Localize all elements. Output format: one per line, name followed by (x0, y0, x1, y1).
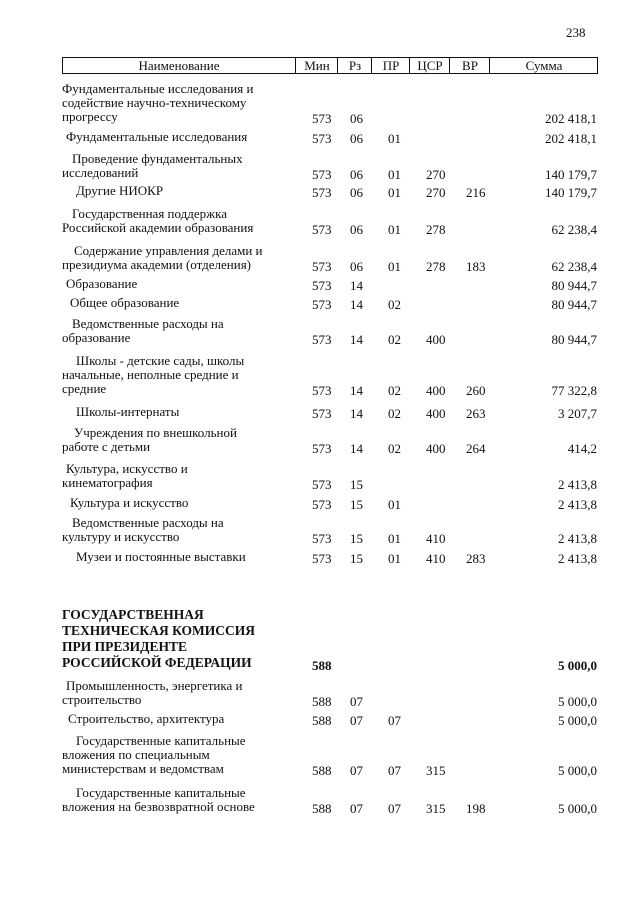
row-name (62, 405, 292, 419)
row-name-line: РОССИЙСКОЙ ФЕДЕРАЦИИ (62, 655, 252, 670)
cell-min: 573 (312, 531, 332, 546)
table-row (0, 607, 640, 673)
cell-sum: 2 413,8 (558, 551, 597, 566)
cell-vr: 198 (466, 801, 486, 816)
cell-min: 573 (312, 111, 332, 126)
cell-sum: 77 322,8 (551, 383, 597, 398)
table-row (0, 679, 640, 709)
row-name (62, 317, 292, 345)
table-row (0, 734, 640, 778)
row-name (62, 496, 292, 510)
page-number: 238 (566, 25, 586, 40)
table-row (0, 296, 640, 312)
row-name (62, 244, 292, 272)
row-name-line: министерствам и ведомствам (62, 761, 224, 776)
row-name-line: образование (62, 330, 131, 345)
cell-min: 588 (312, 658, 332, 673)
cell-rz: 07 (350, 713, 363, 728)
cell-csr: 400 (426, 332, 446, 347)
row-name-line: Общее образование (70, 295, 180, 310)
cell-rz: 07 (350, 694, 363, 709)
table-row (0, 550, 640, 566)
table-row (0, 317, 640, 347)
cell-min: 573 (312, 131, 332, 146)
cell-min: 573 (312, 167, 332, 182)
cell-rz: 14 (350, 441, 363, 456)
header-min: Мин (295, 58, 338, 73)
row-name (62, 426, 292, 454)
cell-csr: 410 (426, 551, 446, 566)
cell-sum: 5 000,0 (558, 658, 597, 673)
row-name-line: исследований (62, 165, 139, 180)
cell-vr: 216 (466, 185, 486, 200)
table-row (0, 277, 640, 293)
cell-min: 573 (312, 297, 332, 312)
cell-vr: 264 (466, 441, 486, 456)
cell-pr: 02 (388, 297, 401, 312)
table-row (0, 516, 640, 546)
cell-vr: 260 (466, 383, 486, 398)
cell-pr: 02 (388, 332, 401, 347)
cell-csr: 270 (426, 185, 446, 200)
row-name-line: начальные, неполные средние и (62, 367, 239, 382)
cell-sum: 140 179,7 (545, 167, 597, 182)
row-name-line: Фундаментальные исследования и (62, 81, 254, 96)
row-name (62, 130, 292, 144)
row-name (62, 712, 292, 726)
row-name-line: ГОСУДАРСТВЕННАЯ (62, 607, 204, 622)
cell-rz: 06 (350, 259, 363, 274)
cell-sum: 62 238,4 (551, 259, 597, 274)
header-sum: Сумма (489, 58, 598, 73)
cell-min: 588 (312, 713, 332, 728)
cell-sum: 2 413,8 (558, 531, 597, 546)
row-name-line: Ведомственные расходы на (72, 316, 224, 331)
cell-csr: 278 (426, 259, 446, 274)
row-name (62, 184, 292, 198)
row-name (62, 462, 292, 490)
row-name-line: культуру и искусство (62, 529, 180, 544)
cell-sum: 414,2 (567, 441, 597, 456)
cell-sum: 3 207,7 (558, 406, 597, 421)
table-header (62, 57, 598, 74)
row-name-line: Содержание управления делами и (74, 243, 263, 258)
header-rz: Рз (337, 58, 372, 73)
cell-sum: 5 000,0 (558, 713, 597, 728)
cell-csr: 315 (426, 801, 446, 816)
row-name-line: работе с детьми (62, 439, 151, 454)
cell-vr: 183 (466, 259, 486, 274)
row-name (62, 550, 292, 564)
header-csr: ЦСР (409, 58, 450, 73)
cell-sum: 62 238,4 (551, 222, 597, 237)
row-name-line: Музеи и постоянные выставки (76, 549, 246, 564)
cell-pr: 07 (388, 801, 401, 816)
row-name-line: Строительство, архитектура (68, 711, 225, 726)
cell-rz: 14 (350, 406, 363, 421)
row-name-line: Фундаментальные исследования (66, 129, 248, 144)
row-name-line: Промышленность, энергетика и (66, 678, 243, 693)
cell-min: 588 (312, 801, 332, 816)
row-name-line: Российской академии образования (62, 220, 254, 235)
cell-rz: 06 (350, 185, 363, 200)
cell-pr: 01 (388, 259, 401, 274)
cell-pr: 01 (388, 222, 401, 237)
cell-sum: 5 000,0 (558, 763, 597, 778)
cell-min: 573 (312, 332, 332, 347)
row-name-line: ТЕХНИЧЕСКАЯ КОМИССИЯ (62, 623, 256, 638)
cell-pr: 01 (388, 131, 401, 146)
table-row (0, 82, 640, 126)
cell-pr: 02 (388, 406, 401, 421)
cell-pr: 02 (388, 441, 401, 456)
cell-sum: 5 000,0 (558, 801, 597, 816)
row-name-line: ПРИ ПРЕЗИДЕНТЕ (62, 639, 187, 654)
cell-pr: 02 (388, 383, 401, 398)
cell-pr: 01 (388, 551, 401, 566)
row-name (62, 354, 292, 396)
cell-csr: 278 (426, 222, 446, 237)
cell-rz: 14 (350, 332, 363, 347)
cell-min: 573 (312, 259, 332, 274)
cell-min: 573 (312, 383, 332, 398)
cell-min: 573 (312, 406, 332, 421)
row-name-line: Школы-интернаты (76, 404, 180, 419)
table-row (0, 244, 640, 274)
row-name (62, 277, 292, 291)
cell-pr: 07 (388, 763, 401, 778)
cell-csr: 270 (426, 167, 446, 182)
cell-csr: 315 (426, 763, 446, 778)
cell-sum: 5 000,0 (558, 694, 597, 709)
cell-min: 573 (312, 477, 332, 492)
row-name-line: Учреждения по внешкольной (74, 425, 237, 440)
cell-csr: 400 (426, 406, 446, 421)
cell-pr: 01 (388, 185, 401, 200)
cell-min: 588 (312, 763, 332, 778)
cell-sum: 202 418,1 (545, 111, 597, 126)
cell-rz: 15 (350, 531, 363, 546)
cell-csr: 400 (426, 383, 446, 398)
table-row (0, 354, 640, 398)
row-name-line: кинематография (62, 475, 153, 490)
row-name-line: Государственные капитальные (76, 785, 246, 800)
row-name-line: Другие НИОКР (76, 183, 164, 198)
cell-rz: 06 (350, 131, 363, 146)
cell-rz: 07 (350, 763, 363, 778)
cell-min: 588 (312, 694, 332, 709)
cell-min: 573 (312, 278, 332, 293)
cell-pr: 07 (388, 713, 401, 728)
row-name-line: вложения на безвозвратной основе (62, 799, 255, 814)
cell-csr: 410 (426, 531, 446, 546)
table-row (0, 405, 640, 421)
cell-vr: 283 (466, 551, 486, 566)
table-row (0, 130, 640, 146)
row-name (62, 734, 292, 776)
cell-rz: 15 (350, 497, 363, 512)
cell-sum: 140 179,7 (545, 185, 597, 200)
row-name-line: Культура и искусство (70, 495, 189, 510)
cell-rz: 06 (350, 222, 363, 237)
cell-csr: 400 (426, 441, 446, 456)
cell-min: 573 (312, 222, 332, 237)
table-row (0, 207, 640, 237)
table-row (0, 712, 640, 728)
row-name-line: президиума академии (отделения) (62, 257, 252, 272)
table-row (0, 496, 640, 512)
table-row (0, 184, 640, 200)
row-name-line: Культура, искусство и (66, 461, 188, 476)
cell-min: 573 (312, 441, 332, 456)
cell-rz: 06 (350, 167, 363, 182)
row-name (62, 516, 292, 544)
cell-min: 573 (312, 185, 332, 200)
cell-sum: 80 944,7 (551, 278, 597, 293)
row-name (62, 786, 292, 814)
table-row (0, 786, 640, 816)
row-name (62, 207, 292, 235)
row-name-line: Проведение фундаментальных (72, 151, 243, 166)
cell-sum: 80 944,7 (551, 297, 597, 312)
row-name (62, 607, 292, 671)
row-name-line: содействие научно-техническому (62, 95, 247, 110)
header-vr: ВР (449, 58, 490, 73)
cell-sum: 2 413,8 (558, 497, 597, 512)
row-name-line: вложения по специальным (62, 747, 210, 762)
cell-rz: 15 (350, 477, 363, 492)
cell-pr: 01 (388, 497, 401, 512)
cell-min: 573 (312, 551, 332, 566)
row-name (62, 679, 292, 707)
cell-sum: 80 944,7 (551, 332, 597, 347)
cell-rz: 14 (350, 297, 363, 312)
cell-vr: 263 (466, 406, 486, 421)
header-name: Наименование (138, 58, 220, 73)
cell-sum: 2 413,8 (558, 477, 597, 492)
cell-rz: 15 (350, 551, 363, 566)
row-name-line: Образование (66, 276, 138, 291)
cell-pr: 01 (388, 531, 401, 546)
row-name-line: прогрессу (62, 109, 118, 124)
cell-rz: 14 (350, 278, 363, 293)
row-name-line: Государственная поддержка (72, 206, 228, 221)
cell-rz: 07 (350, 801, 363, 816)
row-name (62, 296, 292, 310)
table-row (0, 426, 640, 456)
row-name-line: Школы - детские сады, школы (76, 353, 245, 368)
cell-pr: 01 (388, 167, 401, 182)
row-name (62, 82, 292, 124)
row-name (62, 152, 292, 180)
row-name-line: средние (62, 381, 107, 396)
header-pr: ПР (371, 58, 410, 73)
cell-rz: 14 (350, 383, 363, 398)
cell-rz: 06 (350, 111, 363, 126)
row-name-line: Ведомственные расходы на (72, 515, 224, 530)
row-name-line: Государственные капитальные (76, 733, 246, 748)
table-row (0, 152, 640, 182)
cell-min: 573 (312, 497, 332, 512)
cell-sum: 202 418,1 (545, 131, 597, 146)
row-name-line: строительство (62, 692, 142, 707)
table-row (0, 462, 640, 492)
